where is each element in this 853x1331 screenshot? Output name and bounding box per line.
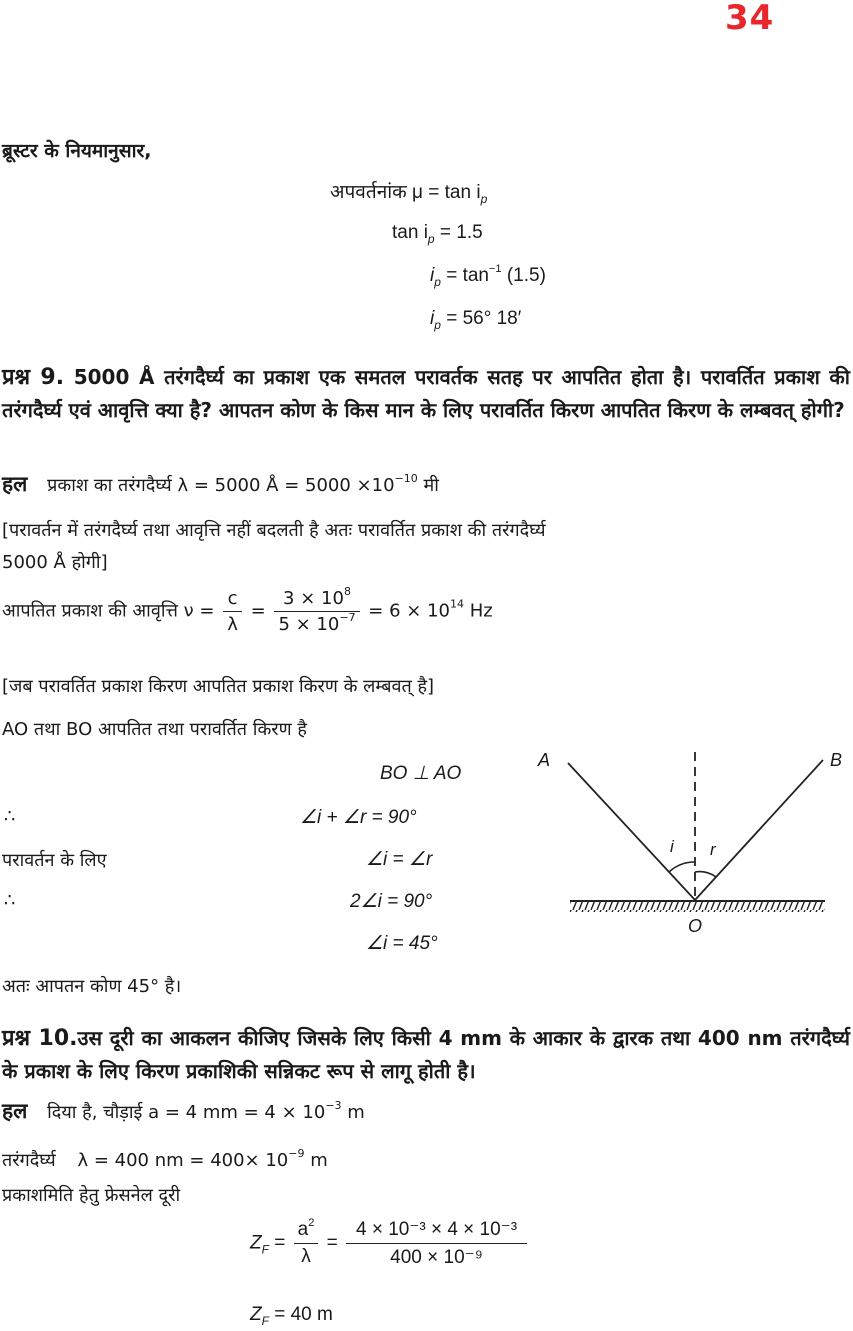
eq-tan-ip: $\tan i_p = 1.5$: [392, 222, 483, 246]
eq-rhs: = 40 m: [274, 1304, 333, 1325]
fresnel-result: [250, 1304, 333, 1326]
question-text: उस दूरी का आकलन कीजिए जिसके लिए किसी 4 mm के आकार के द्वारक तथा 400 nm तरंगदैर्घ्य के प्रकाश के लिए किरण प्रकाशिकी सन्निकट रूप से लागू होती है।: [2, 1026, 850, 1083]
label-O: O: [688, 916, 703, 936]
q10-given: [2, 1097, 365, 1125]
eq-lhs: Z: [250, 1304, 262, 1325]
solution-label: हल: [2, 1099, 28, 1123]
question-9: [2, 361, 850, 427]
eq-rhs: 56° 18′: [462, 308, 522, 329]
fresnel-formula: $Z_F$ = $\frac{a^2}{\lambda}$ = $\frac{\text{4 × 10⁻³ × 4 × 10⁻³}}{\text{400 × 10⁻⁹}}$: [250, 1218, 530, 1269]
eq-ip-value: $i_p = 56^\circ$ 18′: [430, 308, 522, 332]
fraction-a2-over-lambda: [294, 1219, 319, 1268]
unit: m: [347, 1102, 365, 1123]
brewster-heading: ब्रूस्टर के नियमानुसार,: [2, 140, 152, 162]
q9-frequency-equation: आपतित प्रकाश की आवृत्ति ν = $\frac{c}{\lambda}$ = $\frac{3 \times 10^8}{5 \times 10^{-7}}$ = $6 \times 10^{14}$ Hz: [2, 585, 493, 635]
superscript: −10: [394, 472, 418, 485]
question-label: प्रश्न 9.: [2, 365, 65, 390]
superscript: 8: [343, 585, 351, 598]
superscript: 2: [308, 1217, 315, 1229]
q9-conclusion: अतः आपतन कोण 45° है।: [2, 976, 182, 997]
eq-lhs: tan i: [392, 222, 428, 243]
eq-lhs: i: [430, 265, 435, 286]
step-therefore-2: ∴: [4, 890, 16, 911]
denominator: λ: [227, 614, 238, 635]
superscript: −1: [489, 263, 502, 275]
eq-lhs: अपवर्तनांक μ: [330, 182, 423, 203]
step-angle-sum: ∠i + ∠r = 90°: [300, 807, 417, 828]
subscript: p: [480, 192, 488, 206]
subscript: p: [434, 275, 441, 289]
step-therefore-1: ∴: [4, 806, 16, 827]
denominator: 400 × 10⁻⁹: [390, 1247, 483, 1268]
question-text: 5000 Å तरंगदैर्घ्य का प्रकाश एक समतल परावर्तक सतह पर आपतित होता है। परावर्तित प्रकाश की तरंगदैर्घ्य एवं आवृत्ति क्या है? आपतन कोण के किस मान के लिए परावर्तित किरण आपतित किरण के लम्बवत् होगी?: [2, 365, 850, 422]
reflection-diagram: [530, 740, 850, 940]
step-for-reflection: परावर्तन के लिए: [2, 850, 107, 871]
numerator: [294, 1219, 319, 1244]
wavelength-text: λ = 400 nm = 400× 10: [77, 1150, 289, 1171]
question-label: प्रश्न 10.: [2, 1026, 78, 1051]
fresnel-heading: प्रकाशमिति हेतु फ्रेसनेल दूरी: [2, 1185, 181, 1206]
result: = 6 × 10: [368, 600, 450, 622]
q9-note-2: [जब परावर्तित प्रकाश किरण आपतित प्रकाश किरण के लम्बवत् है]: [2, 676, 435, 697]
superscript: −7: [339, 611, 356, 624]
num-text: 3 × 10: [283, 588, 344, 609]
q9-note-1a: [परावर्तन में तरंगदैर्घ्य तथा आवृत्ति नहीं बदलती है अतः परावर्तित प्रकाश की तरंगदैर्घ्य: [2, 520, 546, 541]
superscript: 14: [449, 597, 464, 611]
eq-rhs: tan i: [444, 182, 481, 203]
eq-lhs: Z: [250, 1232, 262, 1254]
step-angle-equal: ∠i = ∠r: [366, 849, 433, 870]
reflection-diagram-svg: [530, 740, 850, 940]
unit: Hz: [469, 600, 493, 622]
eq-refractive-index: अपवर्तनांक $\mu = \tan i_p$: [330, 182, 488, 206]
denominator: λ: [301, 1246, 311, 1267]
label-r: r: [710, 840, 716, 859]
label-B: B: [830, 750, 843, 770]
unit: मी: [423, 475, 439, 496]
subscript: p: [427, 232, 435, 246]
wavelength-label: तरंगदैर्घ्य: [2, 1150, 56, 1171]
step-double-angle: 2∠i = 90°: [350, 891, 433, 912]
page-number: 34: [725, 0, 775, 38]
q9-rays-line: AO तथा BO आपतित तथा परावर्तित किरण है: [2, 719, 307, 740]
q9-solution-line-1: [2, 470, 439, 498]
eq-rhs: tan: [462, 265, 489, 286]
numerator: [274, 585, 359, 612]
subscript: F: [261, 1314, 269, 1328]
num-text: a: [297, 1219, 309, 1240]
subscript: p: [434, 318, 441, 332]
subscript: F: [261, 1242, 269, 1257]
fraction-values: [274, 585, 359, 635]
eq-lhs: i: [430, 308, 435, 329]
eq-rhs: 1.5: [456, 222, 483, 243]
eq-tail: (1.5): [506, 265, 546, 286]
freq-label: आपतित प्रकाश की आवृत्ति ν =: [2, 600, 215, 622]
eq-ip-arctan: $i_p = \tan^{-1} (1.5)$: [430, 263, 546, 289]
numerator: 4 × 10⁻³ × 4 × 10⁻³: [346, 1218, 527, 1244]
label-A: A: [538, 750, 551, 770]
question-10: [2, 1022, 850, 1088]
step-angle-result: ∠i = 45°: [366, 933, 438, 954]
unit: m: [310, 1150, 328, 1171]
given-text: दिया है, चौड़ाई a = 4 mm = 4 × 10: [47, 1102, 326, 1123]
denominator: [274, 612, 359, 635]
den-text: 5 × 10: [278, 614, 340, 635]
label-i: i: [670, 837, 674, 856]
q10-wavelength: [2, 1148, 328, 1172]
step-perpendicular: BO ⊥ AO: [380, 763, 462, 784]
superscript: −3: [325, 1099, 342, 1112]
numerator: c: [223, 588, 242, 612]
solution-label: हल: [2, 472, 28, 496]
fraction-values: [346, 1218, 527, 1269]
q9-note-1b: 5000 Å होगी]: [2, 552, 108, 573]
superscript: −9: [288, 1147, 305, 1160]
solution-text: प्रकाश का तरंगदैर्घ्य λ = 5000 Å = 5000 ×10: [47, 475, 395, 496]
fraction-c-over-lambda: [223, 588, 242, 635]
